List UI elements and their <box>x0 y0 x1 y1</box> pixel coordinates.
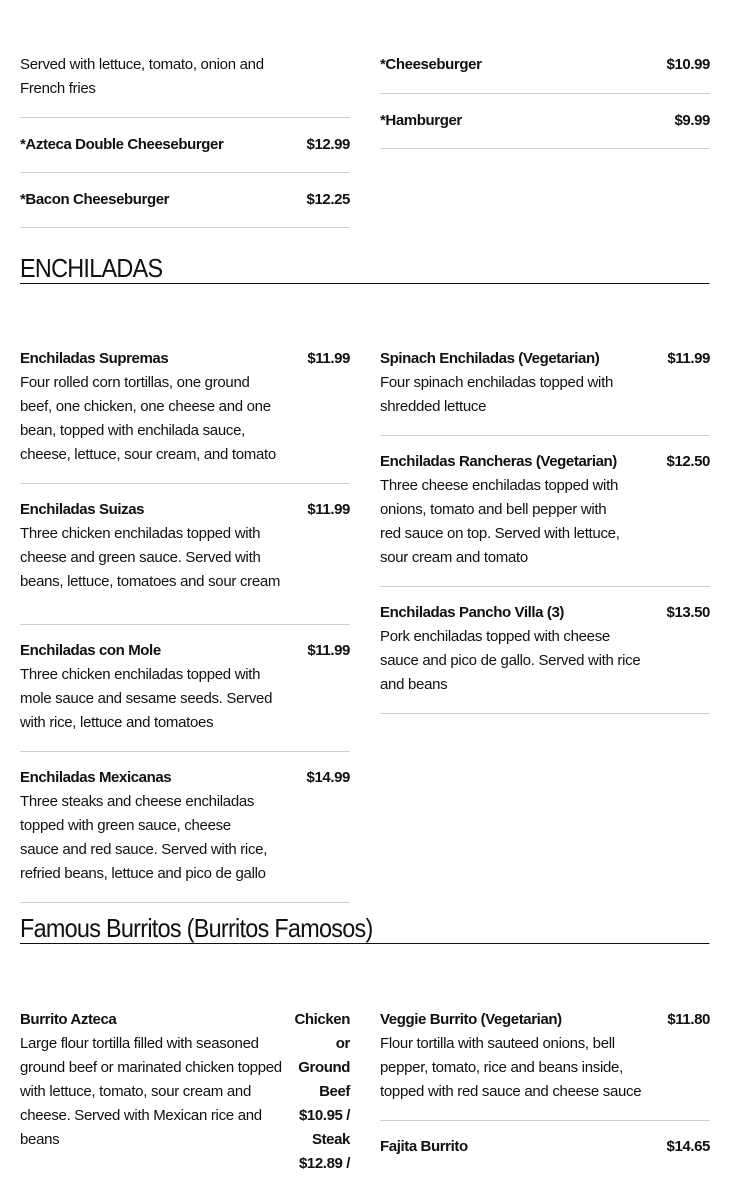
burgers-left-column <box>20 53 350 228</box>
item-name: Spinach Enchiladas (Vegetarian) <box>380 350 600 367</box>
item-name: Burrito Azteca <box>20 1011 117 1028</box>
section-title-text: ENCHILADAS <box>20 253 163 283</box>
item-price: $12.50 <box>666 453 710 470</box>
menu-item <box>20 173 350 228</box>
burgers-intro <box>20 53 350 118</box>
item-name: Veggie Burrito (Vegetarian) <box>380 1011 562 1028</box>
enchiladas-right-column <box>380 347 710 714</box>
item-name: Fajita Burrito <box>380 1138 468 1155</box>
menu-item <box>380 1008 710 1121</box>
burgers-intro-text: Served with lettuce, tomato, onion and French fries <box>20 56 264 97</box>
menu-item <box>380 53 710 94</box>
section-title-burritos <box>20 913 709 944</box>
enchiladas-left-column <box>20 347 350 903</box>
item-description: Flour tortilla with sauteed onions, bell pepper, tomato, rice and beans inside, topped with red sauce and cheese sauce <box>380 1035 642 1100</box>
menu-item <box>380 436 710 587</box>
burgers-right-column <box>380 53 710 149</box>
item-description: Three cheese enchiladas topped with onions, tomato and bell pepper with red sauce on top. Served with lettuce, sour cream and tomato <box>380 477 620 566</box>
item-name: Enchiladas con Mole <box>20 642 161 659</box>
item-price: $10.99 <box>666 56 710 73</box>
item-description: Three steaks and cheese enchiladas topped with green sauce, cheese sauce and red sauce. Served with rice, refried beans, lettuce and pico de gallo <box>20 793 268 882</box>
item-name: Enchiladas Mexicanas <box>20 769 172 786</box>
item-price: $11.99 <box>667 350 710 367</box>
item-description: Four rolled corn tortillas, one ground beef, one chicken, one cheese and one bean, topped with enchilada sauce, cheese, lettuce, sour cream, and tomato <box>20 374 276 463</box>
burritos-right-column <box>380 1008 710 1175</box>
item-price: $11.99 <box>307 350 350 367</box>
menu-item <box>20 118 350 173</box>
item-name: *Azteca Double Cheeseburger <box>20 136 224 153</box>
item-price: $9.99 <box>674 112 710 129</box>
menu-item <box>380 587 710 714</box>
burritos-left-column <box>20 1008 350 1178</box>
menu-item <box>380 347 710 436</box>
item-price: $11.80 <box>667 1011 710 1028</box>
item-price: $11.99 <box>307 501 350 518</box>
menu-item <box>20 625 350 752</box>
menu-item <box>380 1121 710 1175</box>
menu-item <box>20 752 350 903</box>
item-price: $14.65 <box>666 1138 710 1155</box>
item-name: Enchiladas Rancheras (Vegetarian) <box>380 453 617 470</box>
item-description: Three chicken enchiladas topped with cheese and green sauce. Served with beans, lettuce, tomatoes and sour cream <box>20 525 281 590</box>
item-price: Chicken or Ground Beef $10.95 / Steak $12.89 / <box>294 1011 350 1172</box>
item-description: Four spinach enchiladas topped with shredded lettuce <box>380 374 613 415</box>
section-title-enchiladas <box>20 253 709 284</box>
item-price: $12.25 <box>306 191 350 208</box>
menu-item <box>20 1008 350 1178</box>
menu-item <box>380 94 710 149</box>
item-name: *Hamburger <box>380 112 462 129</box>
item-name: *Bacon Cheeseburger <box>20 191 170 208</box>
item-name: Enchiladas Pancho Villa (3) <box>380 604 564 621</box>
section-title-text: Famous Burritos (Burritos Famosos) <box>20 913 373 943</box>
item-description: Three chicken enchiladas topped with mole sauce and sesame seeds. Served with rice, lettuce and tomatoes <box>20 666 273 731</box>
item-name: Enchiladas Supremas <box>20 350 169 367</box>
menu-item <box>20 347 350 484</box>
item-name: *Cheeseburger <box>380 56 482 73</box>
menu-item <box>20 484 350 625</box>
item-price: $13.50 <box>666 604 710 621</box>
item-price: $12.99 <box>306 136 350 153</box>
item-name: Enchiladas Suizas <box>20 501 145 518</box>
item-description: Pork enchiladas topped with cheese sauce and pico de gallo. Served with rice and beans <box>380 628 641 693</box>
item-description: Large flour tortilla filled with seasoned ground beef or marinated chicken topped with lettuce, tomato, sour cream and cheese. Served with Mexican rice and beans <box>20 1035 282 1148</box>
item-price: $11.99 <box>307 642 350 659</box>
item-price: $14.99 <box>306 769 350 786</box>
